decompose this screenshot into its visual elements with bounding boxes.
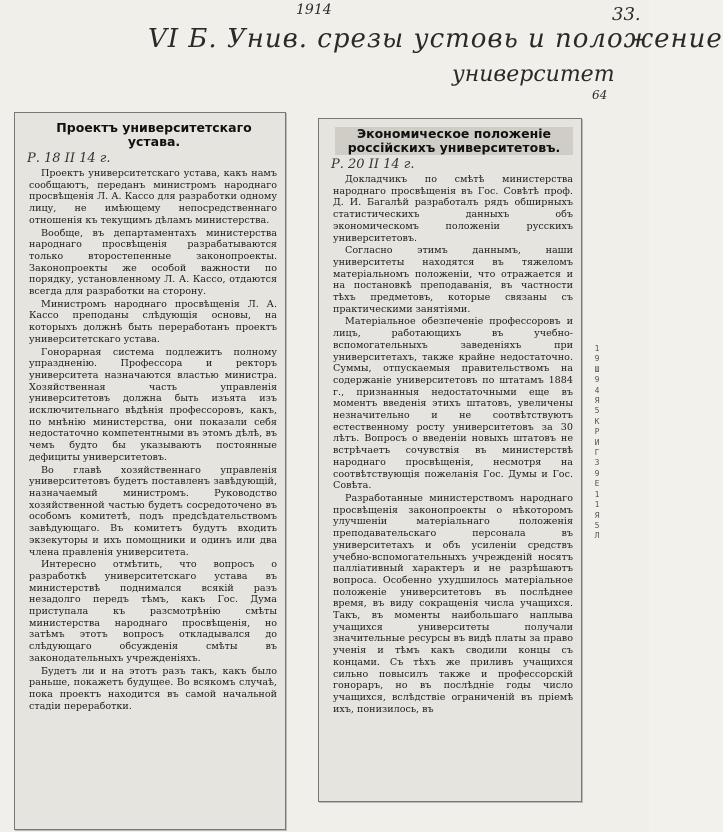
right-paragraph: Разработанные министерствомъ народнаго просвѣщенія законопроекты о нѣкоторомъ улучшеніи матеріальнаго положенія преподавательскаго персонала въ университетахъ и объ усиленіи средствъ учебно-вспомогательныхъ учрежденій носятъ паллiативный характеръ и не разрѣшаютъ вопроса. Особенно ухудшилось матеріальное положеніе университетовъ въ послѣднее время, въ виду сокращенія числа учащихся. Такъ, въ моменты наибольшаго наплыва учащихся университеты получали значительные ресурсы въ видѣ платы за право ученія и тѣмъ какъ сводили концы съ концами. Съ тѣхъ же приливъ учащихся сильно повысилъ также и профессорскій гонораръ, но въ послѣдніе годы число учащихся, вслѣдствіе ограниченій въ пріемѣ ихъ, понизилось, въ — [333, 492, 573, 715]
handwritten-heading-line1: VI Б. Унив. срезы устовь и положение — [148, 24, 723, 54]
left-paragraph: Интересно отмѣтить, что вопросъ о разработкѣ университетскаго устава въ министерствѣ поднимался всякій разъ незадолго передъ тѣмъ, какъ Гос. Дума приступала къ разсмотрѣнію смѣты министерства народнаго просвѣщенія, но затѣмъ этотъ вопросъ откладывался до слѣдующаго обсужденія смѣты въ законодательныхъ учрежденіяхъ. — [29, 559, 277, 664]
handwritten-page-number: 33. — [612, 4, 641, 25]
handwritten-heading-line2: университет — [452, 62, 615, 87]
left-paragraph: Вообще, въ департаментахъ министерства народнаго просвѣщенія разрабатываются только второстепенные законопроекты. Законопроекты же особой важности по порядку, установленному Л. А. Кассо, отдаются всегда для разработки на сторону. — [29, 227, 277, 298]
left-paragraph: Гонорарная система подлежитъ полному упраздненію. Профессора и ректоръ университета назначаются властью министра. Хозяйственная часть управленія университетовъ должна быть изъята изъ исключительнаго вѣдѣнія профессоровъ, какъ, по мнѣнію министерства, они показали себя недостаточно компетентными въ этомъ дѣлѣ, въ чемъ будто бы указываютъ постоянные дефициты университетовъ. — [29, 346, 277, 463]
handwritten-year: 1914 — [296, 2, 332, 18]
left-article-body — [29, 168, 277, 712]
right-article-title: Экономическое положеніе россійскихъ университетовъ. — [335, 127, 573, 155]
handwritten-note-number: 64 — [592, 88, 608, 102]
left-article-date-note: Р. 18 II 14 г. — [27, 151, 111, 166]
left-article-title: Проектъ университетскаго устава. — [56, 120, 252, 149]
margin-vertical-text: 1 9 Ш 9 4 Я 5 К Р И Г 3 9 Е 1 1 Я 5 Л — [594, 344, 600, 541]
left-paragraph: Во главѣ хозяйственнаго управленія университетовъ будетъ поставленъ завѣдующій, назначаемый министромъ. Руководство хозяйственной частью будетъ сосредоточено въ особомъ комитетѣ, подъ предсѣдательствомъ завѣдующаго. Въ комитетъ будутъ входить экзекуторы и ихъ помощники и одинъ или два члена правленія университета. — [29, 464, 277, 558]
right-article-body — [333, 174, 573, 715]
newspaper-clipping-right — [318, 118, 582, 802]
left-paragraph: Будетъ ли и на этотъ разъ такъ, какъ было раньше, покажетъ будущее. Во всякомъ случаѣ, пока проектъ находится въ самой начальной стадіи переработки. — [29, 665, 277, 712]
right-paragraph: Согласно этимъ даннымъ, наши университеты находятся въ тяжеломъ матеріальномъ положеніи, что отражается и на постановкѣ преподаванія, въ частности тѣхъ предметовъ, которые связаны съ практическими занятіями. — [333, 245, 573, 315]
right-article-date-note: Р. 20 II 14 г. — [331, 157, 415, 172]
right-paragraph: Докладчикъ по смѣтѣ министерства народнаго просвѣщенія въ Гос. Совѣтѣ проф. Д. И. Багалѣй разработалъ рядъ обширныхъ статистическихъ данныхъ объ экономическомъ положеніи русскихъ университетовъ. — [333, 174, 573, 244]
left-paragraph: Проектъ университетскаго устава, какъ намъ сообщаютъ, переданъ министромъ народнаго просвѣщенія Л. А. Кассо для разработки одному лицу, не имѣющему непосредственнаго отношенія къ текущимъ дѣламъ министерства. — [29, 168, 277, 226]
right-paragraph: Матеріальное обезпеченіе профессоровъ и лицъ, работающихъ въ учебно-вспомогательныхъ заведеніяхъ при университетахъ, также крайне недостаточно. Суммы, отпускаемыя правительствомъ на содержаніе университетовъ по штатамъ 1884 г., признанныя недостаточными еще въ моментъ введенія этихъ штатовъ, увеличены незначительно и не соотвѣтствуютъ естественному росту университетовъ за 30 лѣтъ. Вопросъ о введеніи новыхъ штатовъ не встрѣчаетъ сочувствія въ министерствѣ народнаго просвѣщенія, несмотря на соотвѣтствующія пожеланія Гос. Думы и Гос. Совѣта. — [333, 316, 573, 492]
left-paragraph: Министромъ народнаго просвѣщенія Л. А. Кассо преподаны слѣдующія основы, на которыхъ должнѣ быть переработанъ проектъ университетскаго устава. — [29, 298, 277, 345]
newspaper-clipping-left — [14, 112, 286, 830]
